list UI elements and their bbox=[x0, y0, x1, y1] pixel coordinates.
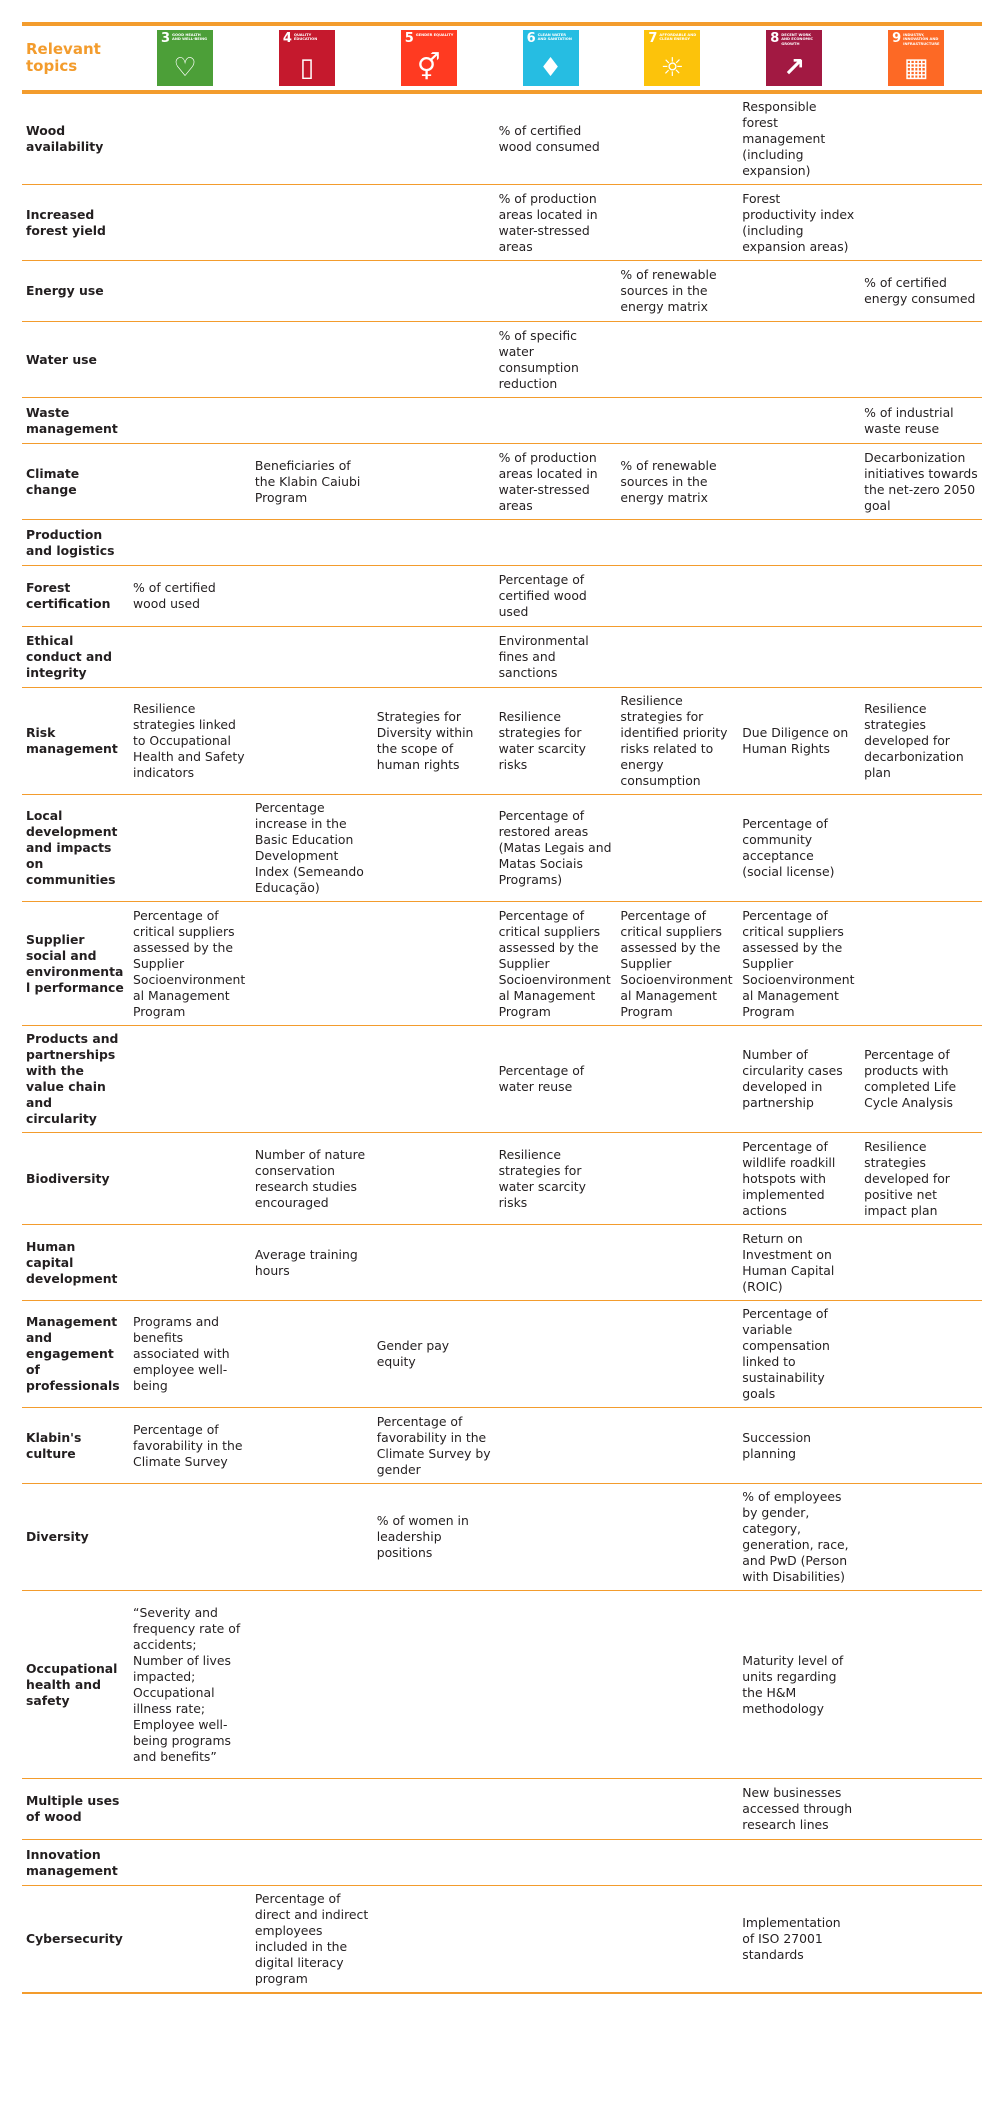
indicator-cell-sdg-5: Percentage of favorability in the Climate Survey by gender bbox=[373, 1408, 495, 1484]
cubes-icon: ▦ bbox=[903, 53, 929, 83]
indicator-cell-sdg-9 bbox=[860, 1301, 982, 1408]
indicator-cell-sdg-6: % of specific water consumption reduction bbox=[495, 322, 617, 398]
indicator-cell-sdg-4 bbox=[251, 688, 373, 795]
indicator-cell-sdg-9: % of industrial waste reuse bbox=[860, 398, 982, 444]
indicator-cell-sdg-9: % of certified energy consumed bbox=[860, 261, 982, 322]
indicator-cell-sdg-9: Percentage of products with completed Life Cycle Analysis bbox=[860, 1026, 982, 1133]
indicator-cell-sdg-6 bbox=[495, 261, 617, 322]
indicator-cell-sdg-3: Percentage of critical suppliers assessed by the Supplier Socioenvironmental Management Program bbox=[129, 902, 251, 1026]
gender-equality-icon: ⚥ bbox=[416, 53, 441, 83]
indicator-cell-sdg-4: Number of nature conservation research studies encouraged bbox=[251, 1133, 373, 1225]
indicator-cell-sdg-6: % of certified wood consumed bbox=[495, 92, 617, 185]
indicator-cell-sdg-7: % of renewable sources in the energy matrix bbox=[616, 261, 738, 322]
indicator-cell-sdg-5 bbox=[373, 261, 495, 322]
sdg-title: AFFORDABLE AND CLEAN ENERGY bbox=[659, 33, 697, 42]
sdg-number: 6 bbox=[526, 31, 536, 46]
topic-label: Climate change bbox=[22, 444, 129, 520]
indicator-cell-sdg-5: % of women in leadership positions bbox=[373, 1484, 495, 1591]
indicator-cell-sdg-9: Resilience strategies developed for decarbonization plan bbox=[860, 688, 982, 795]
table-row bbox=[22, 902, 982, 1026]
table-row bbox=[22, 185, 982, 261]
matrix-header bbox=[22, 24, 982, 92]
indicator-cell-sdg-6 bbox=[495, 520, 617, 566]
indicator-cell-sdg-7 bbox=[616, 627, 738, 688]
indicator-cell-sdg-4 bbox=[251, 627, 373, 688]
indicator-cell-sdg-5 bbox=[373, 1591, 495, 1779]
table-row bbox=[22, 1886, 982, 1994]
topic-label: Water use bbox=[22, 322, 129, 398]
indicator-cell-sdg-8: Maturity level of units regarding the H&M methodology bbox=[738, 1591, 860, 1779]
indicator-cell-sdg-5 bbox=[373, 1886, 495, 1994]
table-row bbox=[22, 1591, 982, 1779]
topic-label: Energy use bbox=[22, 261, 129, 322]
indicator-cell-sdg-5 bbox=[373, 444, 495, 520]
indicator-cell-sdg-3 bbox=[129, 520, 251, 566]
topic-label: Wood availability bbox=[22, 92, 129, 185]
table-row bbox=[22, 1779, 982, 1840]
relevant-topics-heading: Relevant topics bbox=[22, 24, 129, 92]
indicator-cell-sdg-5 bbox=[373, 185, 495, 261]
indicator-cell-sdg-4 bbox=[251, 185, 373, 261]
indicator-cell-sdg-7 bbox=[616, 92, 738, 185]
indicator-cell-sdg-6: Percentage of water reuse bbox=[495, 1026, 617, 1133]
indicator-cell-sdg-3: % of certified wood used bbox=[129, 566, 251, 627]
indicator-cell-sdg-9 bbox=[860, 1886, 982, 1994]
indicator-cell-sdg-8: Number of circularity cases developed in partnership bbox=[738, 1026, 860, 1133]
indicator-cell-sdg-9 bbox=[860, 1484, 982, 1591]
matrix-body bbox=[22, 92, 982, 1993]
indicator-cell-sdg-3 bbox=[129, 1886, 251, 1994]
indicator-cell-sdg-5 bbox=[373, 520, 495, 566]
indicator-cell-sdg-9 bbox=[860, 1591, 982, 1779]
indicator-cell-sdg-9 bbox=[860, 1408, 982, 1484]
indicator-cell-sdg-3 bbox=[129, 92, 251, 185]
topic-label: Products and partnerships with the value chain and circularity bbox=[22, 1026, 129, 1133]
topic-label: Innovation management bbox=[22, 1840, 129, 1886]
indicator-cell-sdg-4 bbox=[251, 1840, 373, 1886]
indicator-cell-sdg-7 bbox=[616, 1408, 738, 1484]
header-row bbox=[22, 24, 982, 92]
indicator-cell-sdg-5 bbox=[373, 795, 495, 902]
table-row bbox=[22, 627, 982, 688]
sdg-topic-matrix bbox=[22, 22, 982, 1994]
table-row bbox=[22, 795, 982, 902]
indicator-cell-sdg-7 bbox=[616, 1026, 738, 1133]
sdg-number: 9 bbox=[892, 31, 902, 46]
indicator-cell-sdg-8 bbox=[738, 322, 860, 398]
indicator-cell-sdg-5 bbox=[373, 92, 495, 185]
indicator-cell-sdg-7 bbox=[616, 185, 738, 261]
indicator-cell-sdg-8: New businesses accessed through research lines bbox=[738, 1779, 860, 1840]
indicator-cell-sdg-8 bbox=[738, 444, 860, 520]
indicator-cell-sdg-6 bbox=[495, 1591, 617, 1779]
indicator-cell-sdg-9 bbox=[860, 627, 982, 688]
indicator-cell-sdg-7 bbox=[616, 1484, 738, 1591]
indicator-cell-sdg-5 bbox=[373, 902, 495, 1026]
indicator-cell-sdg-9 bbox=[860, 520, 982, 566]
indicator-cell-sdg-3 bbox=[129, 322, 251, 398]
indicator-cell-sdg-6 bbox=[495, 1484, 617, 1591]
indicator-cell-sdg-9 bbox=[860, 1779, 982, 1840]
indicator-cell-sdg-3 bbox=[129, 1779, 251, 1840]
heartbeat-icon: ♡ bbox=[173, 53, 197, 83]
indicator-cell-sdg-6 bbox=[495, 1225, 617, 1301]
topic-label: Forest certification bbox=[22, 566, 129, 627]
indicator-cell-sdg-4 bbox=[251, 1408, 373, 1484]
indicator-cell-sdg-3 bbox=[129, 444, 251, 520]
indicator-cell-sdg-6: Environmental fines and sanctions bbox=[495, 627, 617, 688]
indicator-cell-sdg-5 bbox=[373, 322, 495, 398]
indicator-cell-sdg-4: Beneficiaries of the Klabin Caiubi Program bbox=[251, 444, 373, 520]
indicator-cell-sdg-4 bbox=[251, 322, 373, 398]
indicator-cell-sdg-6: Percentage of restored areas (Matas Legais and Matas Sociais Programs) bbox=[495, 795, 617, 902]
indicator-cell-sdg-7 bbox=[616, 398, 738, 444]
indicator-cell-sdg-4 bbox=[251, 520, 373, 566]
sdg-title: QUALITY EDUCATION bbox=[293, 33, 318, 42]
indicator-cell-sdg-3: Programs and benefits associated with employee well-being bbox=[129, 1301, 251, 1408]
indicator-cell-sdg-7 bbox=[616, 1779, 738, 1840]
indicator-cell-sdg-4 bbox=[251, 566, 373, 627]
indicator-cell-sdg-8: Percentage of wildlife roadkill hotspots with implemented actions bbox=[738, 1133, 860, 1225]
indicator-cell-sdg-3 bbox=[129, 261, 251, 322]
indicator-cell-sdg-3 bbox=[129, 1484, 251, 1591]
indicator-cell-sdg-6 bbox=[495, 1779, 617, 1840]
indicator-cell-sdg-6: Percentage of certified wood used bbox=[495, 566, 617, 627]
indicator-cell-sdg-9: Resilience strategies developed for positive net impact plan bbox=[860, 1133, 982, 1225]
indicator-cell-sdg-4: Percentage of direct and indirect employees included in the digital literacy program bbox=[251, 1886, 373, 1994]
indicator-cell-sdg-4 bbox=[251, 92, 373, 185]
sdg-4-badge bbox=[279, 30, 335, 86]
indicator-cell-sdg-9 bbox=[860, 185, 982, 261]
water-drop-icon: ♦ bbox=[538, 53, 563, 83]
table-row bbox=[22, 688, 982, 795]
indicator-cell-sdg-8 bbox=[738, 1840, 860, 1886]
indicator-cell-sdg-7 bbox=[616, 520, 738, 566]
topic-label: Cybersecurity bbox=[22, 1886, 129, 1994]
indicator-cell-sdg-9 bbox=[860, 322, 982, 398]
indicator-cell-sdg-3: “Severity and frequency rate of accidents; Number of lives impacted; Occupational illness rate; Employee well-being programs and benefits” bbox=[129, 1591, 251, 1779]
indicator-cell-sdg-5 bbox=[373, 1026, 495, 1133]
indicator-cell-sdg-7 bbox=[616, 1133, 738, 1225]
sdg-8-badge bbox=[766, 30, 822, 86]
table-row bbox=[22, 1133, 982, 1225]
indicator-cell-sdg-5 bbox=[373, 1133, 495, 1225]
topic-label: Waste management bbox=[22, 398, 129, 444]
indicator-cell-sdg-4 bbox=[251, 1779, 373, 1840]
indicator-cell-sdg-8: % of employees by gender, category, generation, race, and PwD (Person with Disabilities) bbox=[738, 1484, 860, 1591]
indicator-cell-sdg-8 bbox=[738, 520, 860, 566]
indicator-cell-sdg-4 bbox=[251, 261, 373, 322]
topic-label: Multiple uses of wood bbox=[22, 1779, 129, 1840]
indicator-cell-sdg-6 bbox=[495, 1301, 617, 1408]
indicator-cell-sdg-8 bbox=[738, 261, 860, 322]
indicator-cell-sdg-9 bbox=[860, 795, 982, 902]
topic-label: Diversity bbox=[22, 1484, 129, 1591]
table-row bbox=[22, 1026, 982, 1133]
indicator-cell-sdg-6: Resilience strategies for water scarcity risks bbox=[495, 688, 617, 795]
sdg-7-badge bbox=[644, 30, 700, 86]
table-row bbox=[22, 1408, 982, 1484]
indicator-cell-sdg-3 bbox=[129, 1225, 251, 1301]
indicator-cell-sdg-7 bbox=[616, 1886, 738, 1994]
indicator-cell-sdg-8 bbox=[738, 398, 860, 444]
indicator-cell-sdg-8 bbox=[738, 627, 860, 688]
indicator-cell-sdg-7 bbox=[616, 1840, 738, 1886]
indicator-cell-sdg-3: Percentage of favorability in the Climate Survey bbox=[129, 1408, 251, 1484]
indicator-cell-sdg-3 bbox=[129, 1133, 251, 1225]
sdg-4-column-header bbox=[251, 24, 373, 92]
sdg-title: GENDER EQUALITY bbox=[415, 33, 454, 37]
indicator-cell-sdg-8: Implementation of ISO 27001 standards bbox=[738, 1886, 860, 1994]
indicator-cell-sdg-3 bbox=[129, 185, 251, 261]
sdg-title: DECENT WORK AND ECONOMIC GROWTH bbox=[781, 33, 814, 46]
sdg-9-badge bbox=[888, 30, 944, 86]
sdg-3-badge bbox=[157, 30, 213, 86]
topic-label: Occupational health and safety bbox=[22, 1591, 129, 1779]
indicator-cell-sdg-5 bbox=[373, 1225, 495, 1301]
indicator-cell-sdg-4: Percentage increase in the Basic Education Development Index (Semeando Educação) bbox=[251, 795, 373, 902]
indicator-cell-sdg-3 bbox=[129, 795, 251, 902]
indicator-cell-sdg-9 bbox=[860, 902, 982, 1026]
indicator-cell-sdg-6 bbox=[495, 1886, 617, 1994]
indicator-cell-sdg-4 bbox=[251, 1591, 373, 1779]
table-row bbox=[22, 1840, 982, 1886]
topic-label: Risk management bbox=[22, 688, 129, 795]
indicator-cell-sdg-3 bbox=[129, 627, 251, 688]
table-row bbox=[22, 261, 982, 322]
indicator-cell-sdg-5 bbox=[373, 1779, 495, 1840]
indicator-cell-sdg-7: Resilience strategies for identified priority risks related to energy consumption bbox=[616, 688, 738, 795]
indicator-cell-sdg-5 bbox=[373, 566, 495, 627]
sdg-number: 7 bbox=[648, 31, 658, 46]
indicator-cell-sdg-3 bbox=[129, 1840, 251, 1886]
indicator-cell-sdg-8: Responsible forest management (including expansion) bbox=[738, 92, 860, 185]
indicator-cell-sdg-9 bbox=[860, 1840, 982, 1886]
indicator-cell-sdg-6: % of production areas located in water-stressed areas bbox=[495, 185, 617, 261]
table-row bbox=[22, 1484, 982, 1591]
indicator-cell-sdg-4 bbox=[251, 1301, 373, 1408]
sdg-matrix-document bbox=[22, 22, 982, 1994]
indicator-cell-sdg-7 bbox=[616, 1225, 738, 1301]
table-row bbox=[22, 322, 982, 398]
book-icon: ▯ bbox=[299, 53, 315, 83]
topic-label: Supplier social and environmental performance bbox=[22, 902, 129, 1026]
sdg-8-column-header bbox=[738, 24, 860, 92]
indicator-cell-sdg-5 bbox=[373, 398, 495, 444]
indicator-cell-sdg-5: Gender pay equity bbox=[373, 1301, 495, 1408]
table-row bbox=[22, 566, 982, 627]
sdg-5-badge bbox=[401, 30, 457, 86]
indicator-cell-sdg-7 bbox=[616, 566, 738, 627]
sdg-6-column-header bbox=[495, 24, 617, 92]
topic-label: Local development and impacts on communities bbox=[22, 795, 129, 902]
indicator-cell-sdg-6: % of production areas located in water-stressed areas bbox=[495, 444, 617, 520]
growth-chart-icon: ↗ bbox=[783, 53, 806, 83]
indicator-cell-sdg-4: Average training hours bbox=[251, 1225, 373, 1301]
indicator-cell-sdg-5: Strategies for Diversity within the scope of human rights bbox=[373, 688, 495, 795]
sun-power-icon: ☼ bbox=[660, 53, 685, 83]
sdg-3-column-header bbox=[129, 24, 251, 92]
indicator-cell-sdg-3 bbox=[129, 398, 251, 444]
sdg-title: INDUSTRY, INNOVATION AND INFRASTRUCTURE bbox=[903, 33, 940, 46]
indicator-cell-sdg-8: Forest productivity index (including expansion areas) bbox=[738, 185, 860, 261]
topic-label: Production and logistics bbox=[22, 520, 129, 566]
indicator-cell-sdg-8 bbox=[738, 566, 860, 627]
indicator-cell-sdg-6: Percentage of critical suppliers assessed by the Supplier Socioenvironmental Management Program bbox=[495, 902, 617, 1026]
table-row bbox=[22, 92, 982, 185]
topic-label: Increased forest yield bbox=[22, 185, 129, 261]
indicator-cell-sdg-9: Decarbonization initiatives towards the net-zero 2050 goal bbox=[860, 444, 982, 520]
indicator-cell-sdg-8: Succession planning bbox=[738, 1408, 860, 1484]
indicator-cell-sdg-6 bbox=[495, 398, 617, 444]
sdg-number: 3 bbox=[161, 31, 171, 46]
indicator-cell-sdg-4 bbox=[251, 902, 373, 1026]
indicator-cell-sdg-6 bbox=[495, 1408, 617, 1484]
sdg-7-column-header bbox=[616, 24, 738, 92]
indicator-cell-sdg-4 bbox=[251, 1026, 373, 1133]
table-row bbox=[22, 1301, 982, 1408]
sdg-title: GOOD HEALTH AND WELL-BEING bbox=[172, 33, 208, 42]
table-row bbox=[22, 444, 982, 520]
topic-label: Ethical conduct and integrity bbox=[22, 627, 129, 688]
topic-label: Klabin's culture bbox=[22, 1408, 129, 1484]
sdg-9-column-header bbox=[860, 24, 982, 92]
indicator-cell-sdg-7 bbox=[616, 1301, 738, 1408]
indicator-cell-sdg-4 bbox=[251, 1484, 373, 1591]
sdg-number: 8 bbox=[770, 31, 780, 46]
indicator-cell-sdg-7: Percentage of critical suppliers assessed by the Supplier Socioenvironmental Management Program bbox=[616, 902, 738, 1026]
indicator-cell-sdg-6 bbox=[495, 1840, 617, 1886]
indicator-cell-sdg-3 bbox=[129, 1026, 251, 1133]
sdg-5-column-header bbox=[373, 24, 495, 92]
indicator-cell-sdg-5 bbox=[373, 627, 495, 688]
sdg-number: 4 bbox=[282, 31, 292, 46]
indicator-cell-sdg-7: % of renewable sources in the energy matrix bbox=[616, 444, 738, 520]
indicator-cell-sdg-7 bbox=[616, 1591, 738, 1779]
topic-label: Biodiversity bbox=[22, 1133, 129, 1225]
indicator-cell-sdg-9 bbox=[860, 1225, 982, 1301]
indicator-cell-sdg-8: Percentage of community acceptance (social license) bbox=[738, 795, 860, 902]
indicator-cell-sdg-7 bbox=[616, 322, 738, 398]
indicator-cell-sdg-3: Resilience strategies linked to Occupational Health and Safety indicators bbox=[129, 688, 251, 795]
topic-label: Management and engagement of professionals bbox=[22, 1301, 129, 1408]
table-row bbox=[22, 520, 982, 566]
sdg-title: CLEAN WATER AND SANITATION bbox=[537, 33, 572, 42]
sdg-6-badge bbox=[523, 30, 579, 86]
sdg-number: 5 bbox=[404, 31, 414, 46]
indicator-cell-sdg-9 bbox=[860, 92, 982, 185]
indicator-cell-sdg-8: Percentage of variable compensation linked to sustainability goals bbox=[738, 1301, 860, 1408]
table-row bbox=[22, 398, 982, 444]
indicator-cell-sdg-7 bbox=[616, 795, 738, 902]
indicator-cell-sdg-8: Percentage of critical suppliers assessed by the Supplier Socioenvironmental Management Program bbox=[738, 902, 860, 1026]
table-row bbox=[22, 1225, 982, 1301]
indicator-cell-sdg-8: Due Diligence on Human Rights bbox=[738, 688, 860, 795]
indicator-cell-sdg-4 bbox=[251, 398, 373, 444]
indicator-cell-sdg-9 bbox=[860, 566, 982, 627]
indicator-cell-sdg-5 bbox=[373, 1840, 495, 1886]
indicator-cell-sdg-6: Resilience strategies for water scarcity risks bbox=[495, 1133, 617, 1225]
indicator-cell-sdg-8: Return on Investment on Human Capital (ROIC) bbox=[738, 1225, 860, 1301]
topic-label: Human capital development bbox=[22, 1225, 129, 1301]
